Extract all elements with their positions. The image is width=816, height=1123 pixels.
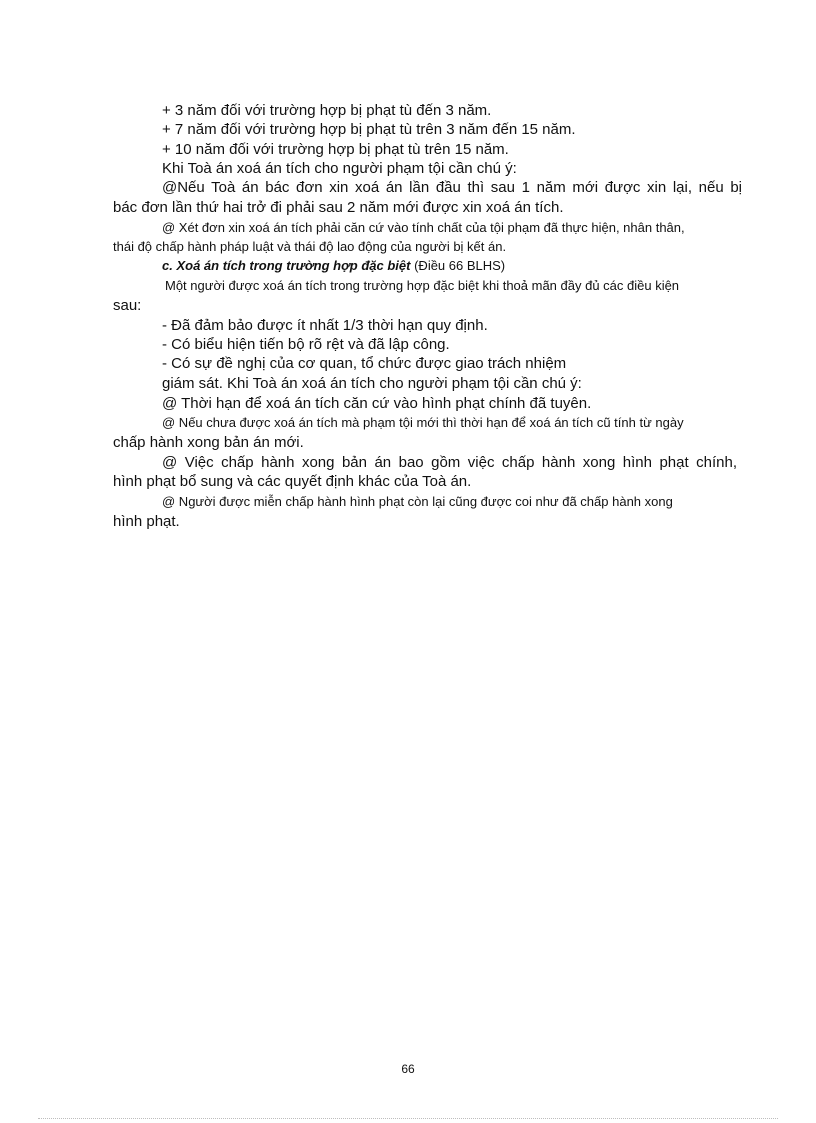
text-line: + 7 năm đối với trường hợp bị phạt tù trên 3 năm đến 15 năm. [162,121,576,138]
text-line: thái độ chấp hành pháp luật và thái độ lao động của người bị kết án. [113,239,507,254]
section-heading-reference: (Điều 66 BLHS) [410,258,506,273]
text-line: sau: [113,297,142,314]
text-line: - Đã đảm bảo được ít nhất 1/3 thời hạn quy định. [162,317,488,334]
text-line: + 3 năm đối với trường hợp bị phạt tù đến 3 năm. [162,102,492,119]
text-line: - Có sự đề nghị của cơ quan, tổ chức được giao trách nhiệm [162,355,567,372]
text-line: @ Việc chấp hành xong bản án bao gồm việc chấp hành xong hình phạt chính, [162,454,737,471]
text-line: @ Nếu chưa được xoá án tích mà phạm tội mới thì thời hạn để xoá án tích cũ tính từ ngày [162,415,684,430]
text-line: Khi Toà án xoá án tích cho người phạm tội cần chú ý: [162,160,517,177]
text-line: @ Thời hạn để xoá án tích căn cứ vào hình phạt chính đã tuyên. [162,395,592,412]
text-line: + 10 năm đối với trường hợp bị phạt tù trên 15 năm. [162,141,509,158]
text-line: @ Người được miễn chấp hành hình phạt còn lại cũng được coi như đã chấp hành xong [162,494,673,509]
text-line: hình phạt. [113,513,180,530]
text-line: hình phạt bổ sung và các quyết định khác của Toà án. [113,473,472,490]
text-line: chấp hành xong bản án mới. [113,434,304,451]
text-line: Một người được xoá án tích trong trường hợp đặc biệt khi thoả mãn đầy đủ các điều kiện [165,278,680,293]
text-line: @Nếu Toà án bác đơn xin xoá án lần đầu thì sau 1 năm mới được xin lại, nếu bị [162,179,742,196]
text-line: - Có biểu hiện tiến bộ rõ rệt và đã lập công. [162,336,450,353]
section-heading [162,256,505,275]
page-number: 66 [401,1062,415,1076]
text-line: @ Xét đơn xin xoá án tích phải căn cứ vào tính chất của tội phạm đã thực hiện, nhân thân, [162,220,685,235]
text-line: bác đơn lần thứ hai trở đi phải sau 2 năm mới được xin xoá án tích. [113,199,564,216]
page-bottom-divider [38,1118,778,1119]
section-heading-title: c. Xoá án tích trong trường hợp đặc biệt [162,258,411,273]
text-line: giám sát. Khi Toà án xoá án tích cho người phạm tội cần chú ý: [162,375,582,392]
